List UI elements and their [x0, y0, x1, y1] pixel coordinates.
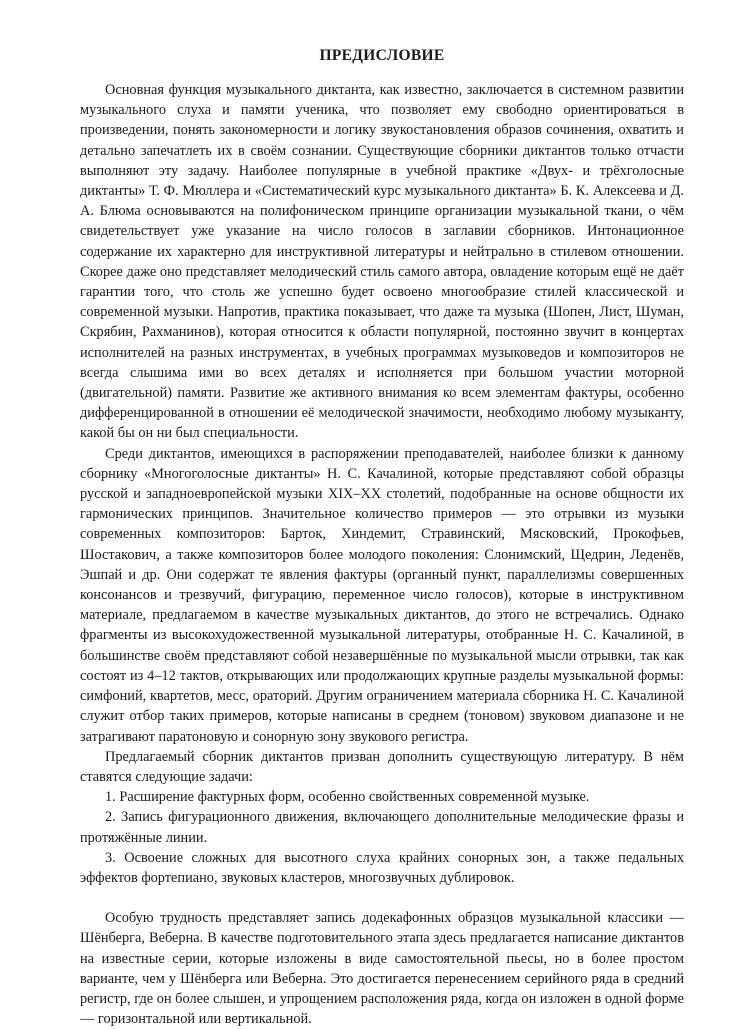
- page-title: ПРЕДИСЛОВИЕ: [319, 47, 445, 64]
- paragraph-dictation-collections: Среди диктантов, имеющихся в распоряжении преподавателей, наиболее близки к данному сборнику «Многоголосные диктанты» Н. С. Качалиной, которые представляют собой образцы русской и западноевропейской музыки XIX–XX столетий, подобранные на основе общности их гармонических принципов. Значительное количество примеров — это отрывки из музыки современных композиторов: Барток, Хиндемит, Стравинский, Мясковский, Прокофьев, Шостакович, а также композиторов более молодого поколения: Слонимский, Щедрин, Леденёв, Эшпай и др. Они содержат те явления фактуры (органный пункт, параллелизмы совершенных консонансов и трезвучий, фигурацию, переменное число голосов), которые в инструктивном материале, предлагаемом в качестве музыкальных диктантов, до этого не встречались. Однако фрагменты из высокохудожественной музыкальной литературы, отобранные Н. С. Качалиной, в большинстве своём представляют собой незавершённые по музыкальной мысли отрывки, так как состоят из 4–12 тактов, открывающих или продолжающих крупные разделы музыкальной формы: симфоний, квартетов, месс, ораторий. Другим ограничением материала сборника Н. С. Качалиной служит отбор таких примеров, которые написаны в среднем (тоновом) звуковом диапазоне и не затрагивают паратоновую и сонорную зону звукового регистра.: [80, 445, 684, 745]
- list-item-goal-2: 2. Запись фигурационного движения, включающего дополнительные мелодические фразы и протяжённые линии.: [80, 809, 684, 846]
- list-item-goal-3: 3. Освоение сложных для высотного слуха крайних сонорных зон, а также педальных эффектов фортепиано, звуковых кластеров, многозвучных дублировок.: [80, 849, 684, 886]
- section-gap: [80, 888, 684, 908]
- paragraph-dodecaphony: Особую трудность представляет запись додекафонных образцов музыкальной классики — Шёнберга, Веберна. В качестве подготовительного этапа здесь предлагается написание диктантов на известные серии, которые изложены в виде самостоятельной пьесы, но в более простом варианте, чем у Шёнберга или Веберна. Это достигается перенесением серийного ряда в средний регистр, где он более слышен, и упрощением расположения ряда, когда он изложен в одной форме — горизонтальной или вертикальной.: [80, 910, 684, 1028]
- list-item-goal-1: 1. Расширение фактурных форм, особенно свойственных современной музыке.: [105, 789, 590, 806]
- paragraph-goals: Предлагаемый сборник диктантов призван дополнить существующую литературу. В нём ставятся следующие задачи:: [80, 748, 684, 785]
- paragraph-intro: Основная функция музыкального диктанта, как известно, заключается в системном развитии музыкального слуха и памяти ученика, что позволяет ему свободно ориентироваться в произведении, понять закономерности и логику звукостановления образов сочинения, охватить и детально запечатлеть их в своём сознании. Существующие сборники диктантов только отчасти выполняют эту задачу. Наиболее популярные в учебной практике «Двух- и трёхголосные диктанты» Т. Ф. Мюллера и «Систематический курс музыкального диктанта» Б. К. Алексеева и Д. А. Блюма основываются на полифоническом принципе организации музыкальной ткани, о чём свидетельствует уже указание на число голосов в заглавии сборников. Интонационное содержание их характерно для инструктивной литературы и нейтрально в стилевом отношении. Скорее даже оно представляет мелодический стиль самого автора, овладение которым ещё не даёт гарантии того, что столь же успешно будет освоено многообразие стилей классической и современной музыки. Напротив, практика показывает, что даже та музыка (Шопен, Лист, Шуман, Скрябин, Рахманинов), которая относится к области популярной, постоянно звучит в концертах исполнителей на разных инструментах, в учебных программах музыковедов и композиторов не всегда слышима ими во всех деталях и исполняется при большом участии моторной (двигательной) памяти. Развитие же активного внимания ко всем элементам фактуры, особенно дифференцированной в отношении её мелодической значимости, необходимо любому музыканту, какой бы он ни был специальности.: [80, 82, 684, 442]
